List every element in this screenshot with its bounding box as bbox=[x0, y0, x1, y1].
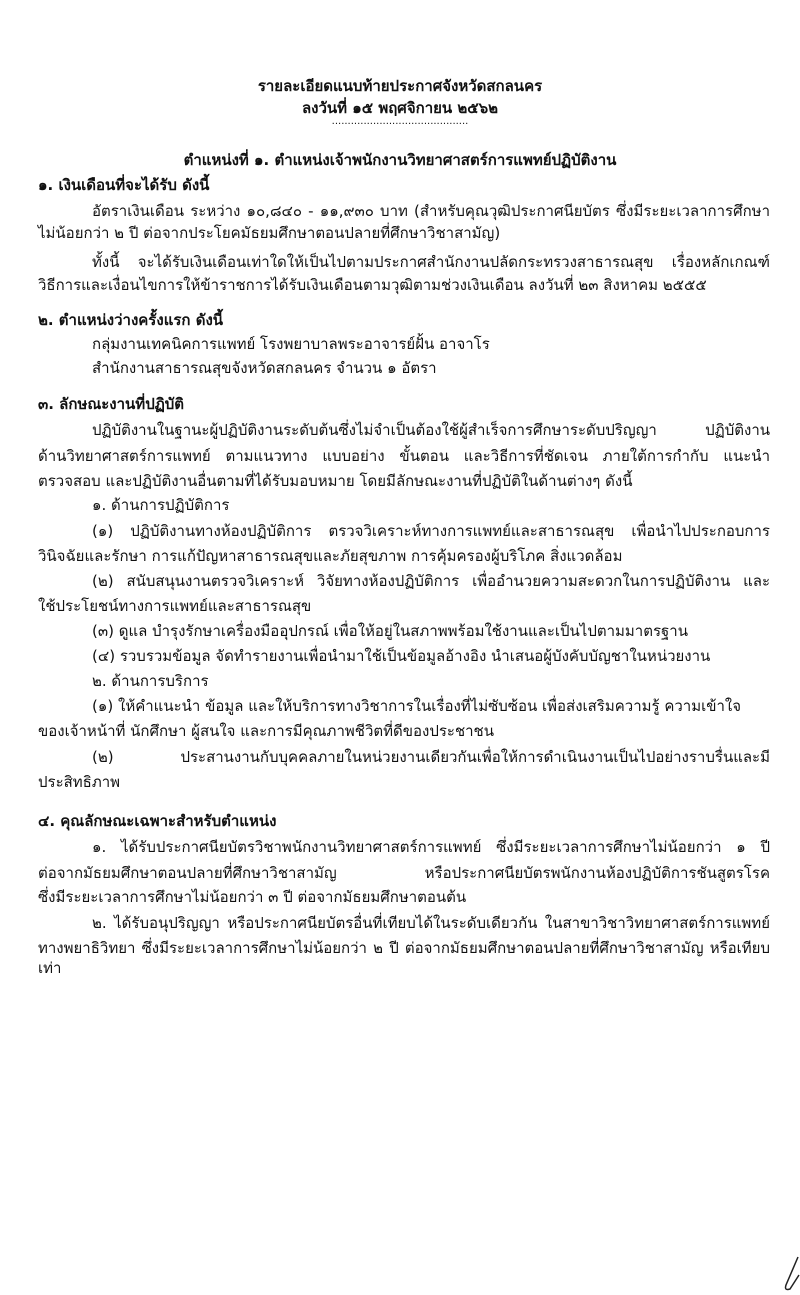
section-3-line: (๒) ประสานงานกับบุคคลภายในหน่วยงานเดียวกันเพื่อให้การดำเนินงานเป็นไปอย่างราบรื่นและมี bbox=[92, 748, 770, 766]
section-2-line: กลุ่มงานเทคนิคการแพทย์ โรงพยาบาลพระอาจารย์ฝั้น อาจาโร bbox=[92, 335, 490, 353]
section-3-line: ตรวจสอบ และปฏิบัติงานอื่นตามที่ได้รับมอบหมาย โดยมีลักษณะงานที่ปฏิบัติในด้านต่างๆ ดังนี้ bbox=[38, 472, 633, 490]
section-3-line: (๓) ดูแล บำรุงรักษาเครื่องมืออุปกรณ์ เพื่อให้อยู่ในสภาพพร้อมใช้งานและเป็นไปตามมาตรฐาน bbox=[92, 622, 688, 640]
section-4-heading: ๔. คุณลักษณะเฉพาะสำหรับตำแหน่ง bbox=[38, 812, 277, 830]
section-4-line: ซึ่งมีระยะเวลาการศึกษาไม่น้อยกว่า ๓ ปี ต่อจากมัธยมศึกษาตอนต้น bbox=[38, 888, 467, 906]
section-3-line: ใช้ประโยชน์ทางการแพทย์และสาธารณสุข bbox=[38, 597, 312, 615]
section-1-heading: ๑. เงินเดือนที่จะได้รับ ดังนี้ bbox=[38, 176, 210, 194]
section-1-line: ไม่น้อยกว่า ๒ ปี ต่อจากประโยคมัธยมศึกษาตอนปลายที่ศึกษาวิชาสามัญ) bbox=[38, 224, 501, 242]
section-4-line: ๒. ได้รับอนุปริญญา หรือประกาศนียบัตรอื่นที่เทียบได้ในระดับเดียวกัน ในสาขาวิชาวิทยาศาสตร์การแพทย์ bbox=[92, 914, 770, 932]
section-4-line: ๑. ได้รับประกาศนียบัตรวิชาพนักงานวิทยาศาสตร์การแพทย์ ซึ่งมีระยะเวลาการศึกษาไม่น้อยกว่า ๑ ปี bbox=[92, 838, 770, 856]
section-2-heading: ๒. ตำแหน่งว่างครั้งแรก ดังนี้ bbox=[38, 311, 224, 329]
signature-mark bbox=[782, 1255, 800, 1293]
section-3-line: ปฏิบัติงานในฐานะผู้ปฏิบัติงานระดับต้นซึ่งไม่จำเป็นต้องใช้ผู้สำเร็จการศึกษาระดับปริญญา ปฏิบัติงาน bbox=[92, 421, 770, 439]
section-3-subheading: ๑. ด้านการปฏิบัติการ bbox=[92, 496, 230, 514]
section-3-line: ประสิทธิภาพ bbox=[38, 773, 121, 791]
section-3-line: (๑) ปฏิบัติงานทางห้องปฏิบัติการ ตรวจวิเคราะห์ทางการแพทย์และสาธารณสุข เพื่อนำไปประกอบการ bbox=[92, 522, 770, 540]
separator-dots: ........................................... bbox=[331, 116, 469, 127]
section-4-line: ต่อจากมัธยมศึกษาตอนปลายที่ศึกษาวิชาสามัญ หรือประกาศนียบัตรพนักงานห้องปฏิบัติการชันสูตรโรค bbox=[38, 864, 770, 882]
section-3-line: ด้านวิทยาศาสตร์การแพทย์ ตามแนวทาง แบบอย่าง ขั้นตอน และวิธีการที่ชัดเจน ภายใต้การกำกับ แนะนำ bbox=[38, 447, 770, 465]
section-3-line: (๒) สนับสนุนงานตรวจวิเคราะห์ วิจัยทางห้องปฏิบัติการ เพื่ออำนวยความสะดวกในการปฏิบัติงาน และ bbox=[92, 572, 770, 590]
section-1-line: ทั้งนี้ จะได้รับเงินเดือนเท่าใดให้เป็นไปตามประกาศสำนักงานปลัดกระทรวงสาธารณสุข เรื่องหลักเกณฑ์ bbox=[92, 253, 770, 271]
document-date: ลงวันที่ ๑๕ พฤศจิกายน ๒๕๖๒ bbox=[301, 99, 499, 117]
position-title: ตำแหน่งที่ ๑. ตำแหน่งเจ้าพนักงานวิทยาศาสตร์การแพทย์ปฏิบัติงาน bbox=[183, 151, 617, 169]
section-4-line: ทางพยาธิวิทยา ซึ่งมีระยะเวลาการศึกษาไม่น้อยกว่า ๒ ปี ต่อจากมัธยมศึกษาตอนปลายที่ศึกษาวิชาสามัญ หรือเทียบเท่า bbox=[38, 939, 770, 977]
section-2-line: สำนักงานสาธารณสุขจังหวัดสกลนคร จำนวน ๑ อัตรา bbox=[92, 359, 437, 377]
section-3-line: วินิจฉัยและรักษา การแก้ปัญหาสาธารณสุขและภัยสุขภาพ การคุ้มครองผู้บริโภค สิ่งแวดล้อม bbox=[38, 547, 623, 565]
section-1-line: อัตราเงินเดือน ระหว่าง ๑๐,๘๔๐ - ๑๑,๙๓๐ บาท (สำหรับคุณวุฒิประกาศนียบัตร ซึ่งมีระยะเวลาการศึกษา bbox=[92, 202, 770, 220]
section-3-line: ของเจ้าหน้าที่ นักศึกษา ผู้สนใจ และการมีคุณภาพชีวิตที่ดีของประชาชน bbox=[38, 722, 494, 740]
document-title: รายละเอียดแนบท้ายประกาศจังหวัดสกลนคร bbox=[257, 77, 543, 95]
section-3-heading: ๓. ลักษณะงานที่ปฏิบัติ bbox=[38, 395, 185, 413]
section-3-line: (๔) รวบรวมข้อมูล จัดทำรายงานเพื่อนำมาใช้เป็นข้อมูลอ้างอิง นำเสนอผู้บังคับบัญชาในหน่วยงาน bbox=[92, 647, 711, 665]
section-3-line: (๑) ให้คำแนะนำ ข้อมูล และให้บริการทางวิชาการในเรื่องที่ไม่ซับซ้อน เพื่อส่งเสริมความรู้ ความเข้าใจ bbox=[92, 697, 742, 715]
section-3-subheading: ๒. ด้านการบริการ bbox=[92, 672, 209, 690]
section-1-line: วิธีการและเงื่อนไขการให้ข้าราชการได้รับเงินเดือนตามวุฒิตามช่วงเงินเดือน ลงวันที่ ๒๓ สิงหาคม ๒๕๕๕ bbox=[38, 276, 707, 294]
